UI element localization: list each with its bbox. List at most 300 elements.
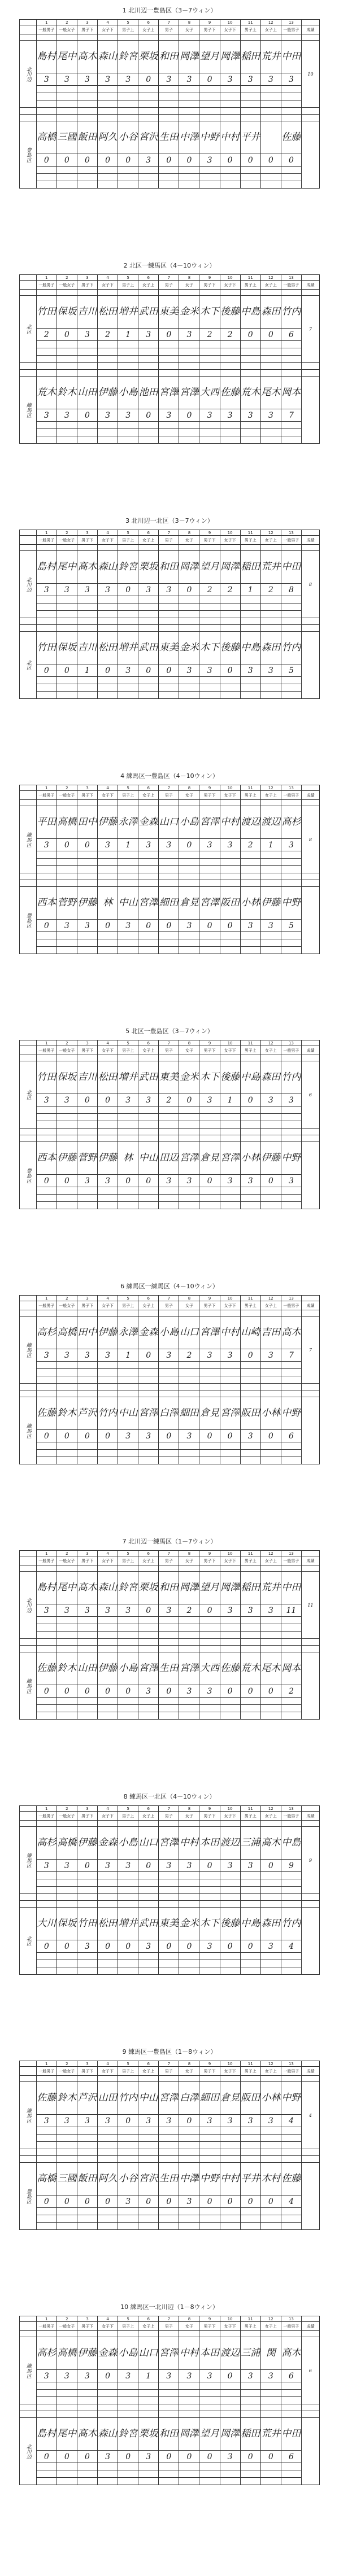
player-name: 山口 — [159, 806, 179, 839]
spacer-row — [20, 115, 320, 121]
game-score-cell — [138, 596, 159, 603]
match-result: 3 — [118, 920, 138, 932]
player-name-row — [20, 2082, 320, 2115]
game-score-cell — [138, 174, 159, 181]
game-score-row — [20, 947, 320, 954]
game-score-cell — [159, 100, 179, 108]
match-result: 0 — [179, 839, 199, 851]
score-grid — [19, 1550, 320, 1720]
blank-cell — [159, 2404, 179, 2411]
game-score-cell — [138, 603, 159, 611]
game-score-cell — [118, 1450, 138, 1457]
game-score-row — [20, 174, 320, 181]
grade-cell: 7 — [301, 296, 319, 363]
event-category: 一般女子 — [56, 1812, 77, 1821]
game-score-cell — [98, 348, 118, 356]
grade-header-spacer — [301, 530, 319, 536]
game-score-cell — [36, 1712, 56, 1720]
player-name: 木下 — [199, 632, 220, 664]
game-score-cell — [281, 1362, 301, 1369]
game-score-cell — [77, 611, 97, 618]
blank-cell — [199, 1646, 220, 1652]
match-title: 1 北川辺一豊島区（3－7ウィン） — [122, 7, 217, 14]
game-score-cell — [138, 2208, 159, 2215]
blank-cell — [98, 1646, 118, 1652]
game-score-cell — [56, 2135, 77, 2142]
blank-cell — [220, 1135, 240, 1142]
game-score-cell — [77, 1887, 97, 1894]
blank-cell — [199, 2411, 220, 2418]
match-result: 0 — [159, 2451, 179, 2463]
game-score-row — [20, 2127, 320, 2135]
game-score-cell — [199, 1960, 220, 1967]
game-score-cell — [281, 1457, 301, 1464]
event-category: 男子上 — [118, 791, 138, 800]
game-score-cell — [98, 181, 118, 189]
condition-cell — [179, 34, 199, 41]
match-result: 0 — [199, 1860, 220, 1872]
header-number-row — [20, 275, 320, 281]
game-score-cell — [56, 2397, 77, 2404]
event-number: 9 — [199, 275, 220, 281]
game-score-cell — [159, 429, 179, 436]
player-name: 中島 — [240, 1908, 260, 1940]
event-number: 3 — [77, 2061, 97, 2067]
game-score-cell — [159, 1457, 179, 1464]
event-number: 11 — [240, 785, 260, 791]
game-score-row — [20, 1362, 320, 1369]
game-score-cell — [159, 2208, 179, 2215]
player-name: 増井 — [118, 632, 138, 664]
event-category: 女子下 — [220, 1812, 240, 1821]
game-score-cell — [159, 2135, 179, 2142]
blank-cell — [240, 1384, 260, 1390]
event-number: 2 — [56, 785, 77, 791]
event-number: 13 — [281, 1040, 301, 1046]
game-score-cell — [179, 2390, 199, 2397]
game-score-cell — [36, 2142, 56, 2149]
game-score-cell — [281, 93, 301, 100]
game-score-cell — [281, 1195, 301, 1202]
player-name: 望月 — [199, 41, 220, 73]
game-score-cell — [281, 2397, 301, 2404]
match-result: 2 — [220, 329, 240, 341]
match-result: 3 — [36, 2370, 56, 2382]
game-score-cell — [260, 932, 281, 939]
spacer-row — [20, 1646, 320, 1652]
team-label: 豊島区 — [20, 1142, 37, 1209]
event-category: 男子上 — [118, 1046, 138, 1055]
blank-cell — [240, 1135, 260, 1142]
game-score-cell — [98, 1187, 118, 1195]
game-score-cell — [220, 2470, 240, 2478]
event-category: 男子下 — [77, 1556, 97, 1565]
game-score-cell — [281, 939, 301, 947]
match-result: 3 — [220, 1860, 240, 1872]
game-score-cell — [220, 1879, 240, 1887]
game-score-cell — [260, 181, 281, 189]
game-score-cell — [77, 2382, 97, 2390]
condition-cell — [199, 1055, 220, 1061]
event-number: 13 — [281, 1806, 301, 1812]
match-result: 0 — [138, 1604, 159, 1617]
game-score-cell — [118, 1369, 138, 1376]
game-score-cell — [240, 2470, 260, 2478]
player-name-row — [20, 121, 320, 154]
game-score-cell — [240, 100, 260, 108]
event-category: 男子 — [159, 536, 179, 545]
game-score-cell — [77, 1879, 97, 1887]
corner-cell — [20, 2331, 37, 2337]
event-category: 女子下 — [220, 25, 240, 34]
grade-header-spacer — [301, 20, 319, 25]
match-result: 3 — [138, 154, 159, 167]
blank-cell — [138, 1390, 159, 1397]
blank-cell — [98, 1894, 118, 1901]
condition-cell — [179, 2331, 199, 2337]
event-number: 2 — [56, 1296, 77, 1301]
player-name: 伊藤 — [98, 377, 118, 409]
player-name: 高橋 — [36, 121, 56, 154]
game-score-cell — [199, 2142, 220, 2149]
game-score-cell — [118, 2208, 138, 2215]
match-result: 3 — [77, 1175, 97, 1187]
game-score-cell — [118, 348, 138, 356]
game-score-cell — [260, 2397, 281, 2404]
condition-cell — [199, 1821, 220, 1827]
game-score-cell — [36, 1369, 56, 1376]
grade-header-spacer — [301, 2061, 319, 2067]
match-result: 0 — [179, 2115, 199, 2127]
blank-cell — [179, 880, 199, 887]
game-score-cell — [77, 866, 97, 873]
blank-cell — [159, 1135, 179, 1142]
grade-cell — [301, 2418, 319, 2485]
game-score-cell — [118, 1202, 138, 1209]
player-name: 宮澤 — [159, 1827, 179, 1860]
player-name: 伊藤 — [56, 1142, 77, 1175]
game-score-cell — [281, 932, 301, 939]
game-score-cell — [56, 1114, 77, 1121]
game-score-cell — [56, 341, 77, 348]
game-score-row — [20, 1187, 320, 1195]
game-score-cell — [240, 2397, 260, 2404]
blank-cell — [98, 2149, 118, 2156]
player-name: 後藤 — [220, 1908, 240, 1940]
match-result: 3 — [77, 329, 97, 341]
game-score-cell — [98, 356, 118, 363]
match-result: 3 — [77, 1604, 97, 1617]
player-name: 三浦 — [240, 1827, 260, 1860]
game-score-cell — [98, 692, 118, 699]
blank-cell — [77, 1646, 97, 1652]
game-score-cell — [220, 1960, 240, 1967]
game-score-cell — [98, 684, 118, 692]
game-score-cell — [36, 422, 56, 429]
match-result: 0 — [220, 1430, 240, 1442]
match-result: 4 — [281, 2195, 301, 2208]
game-score-cell — [77, 100, 97, 108]
game-score-cell — [220, 1712, 240, 1720]
header-condition-row — [20, 1310, 320, 1317]
game-score-cell — [159, 2390, 179, 2397]
player-name: 稲田 — [240, 551, 260, 584]
blank-cell — [77, 108, 97, 115]
game-score-cell — [118, 181, 138, 189]
game-score-cell — [260, 851, 281, 859]
game-score-cell — [138, 341, 159, 348]
game-score-cell — [179, 1712, 199, 1720]
blank-cell — [20, 2404, 37, 2411]
game-score-cell — [220, 2142, 240, 2149]
spacer-row — [20, 1639, 320, 1646]
event-number: 3 — [77, 785, 97, 791]
grade-header: 成績 — [301, 791, 319, 800]
match-result: 0 — [159, 1940, 179, 1953]
player-name: 岡澤 — [179, 41, 199, 73]
game-score-row — [20, 1712, 320, 1720]
game-score-cell — [36, 939, 56, 947]
player-name: 金森 — [98, 1827, 118, 1860]
event-number: 7 — [159, 1806, 179, 1812]
match-result: 3 — [98, 1860, 118, 1872]
player-name: 荒井 — [260, 2418, 281, 2451]
player-name: 小島 — [159, 1317, 179, 1349]
game-score-cell — [159, 1879, 179, 1887]
match-result-row — [20, 409, 320, 422]
match-result: 3 — [118, 1430, 138, 1442]
game-score-cell — [118, 947, 138, 954]
game-score-cell — [281, 1121, 301, 1129]
game-score-cell — [98, 2208, 118, 2215]
game-score-cell — [220, 93, 240, 100]
condition-cell — [77, 34, 97, 41]
game-score-cell — [199, 422, 220, 429]
game-score-cell — [77, 174, 97, 181]
game-score-cell — [220, 1362, 240, 1369]
blank-cell — [98, 1390, 118, 1397]
match-result: 0 — [36, 1175, 56, 1187]
match-result: 3 — [36, 1349, 56, 1362]
game-score-cell — [220, 677, 240, 684]
event-number: 10 — [220, 1551, 240, 1556]
game-score-cell — [159, 2478, 179, 2485]
corner-cell — [20, 290, 37, 296]
spacer-row — [20, 1129, 320, 1135]
condition-cell — [220, 290, 240, 296]
blank-cell — [159, 115, 179, 121]
event-category: 女子下 — [220, 1301, 240, 1310]
player-name: 伊藤 — [98, 1142, 118, 1175]
match-result: 0 — [179, 584, 199, 596]
condition-cell — [260, 290, 281, 296]
game-score-cell — [56, 692, 77, 699]
event-number: 9 — [199, 2316, 220, 2322]
event-category: 男子上 — [240, 281, 260, 290]
game-score-cell — [36, 93, 56, 100]
game-score-cell — [138, 2463, 159, 2470]
condition-cell — [301, 34, 319, 41]
corner-cell — [20, 2316, 37, 2322]
match-result: 3 — [220, 1175, 240, 1187]
game-score-cell — [98, 1698, 118, 1705]
event-category: 一般男子 — [36, 536, 56, 545]
game-score-cell — [118, 1114, 138, 1121]
condition-cell — [240, 1310, 260, 1317]
game-score-cell — [36, 677, 56, 684]
event-number: 13 — [281, 275, 301, 281]
grade-cell: 9 — [301, 1827, 319, 1894]
player-name-row — [20, 1652, 320, 1685]
condition-cell — [159, 1565, 179, 1572]
player-name: 和田 — [159, 1572, 179, 1604]
match-result: 3 — [98, 409, 118, 422]
game-score-cell — [98, 1369, 118, 1376]
game-score-cell — [240, 2127, 260, 2135]
game-score-cell — [159, 348, 179, 356]
game-score-cell — [281, 2470, 301, 2478]
player-name-row — [20, 41, 320, 73]
team-label: 北区 — [20, 296, 37, 363]
game-score-row — [20, 1195, 320, 1202]
game-score-cell — [179, 1632, 199, 1639]
condition-cell — [36, 2076, 56, 2082]
blank-cell — [118, 618, 138, 625]
match-result: 0 — [179, 2451, 199, 2463]
event-number: 13 — [281, 2061, 301, 2067]
match-result: 3 — [220, 2451, 240, 2463]
blank-cell — [220, 2404, 240, 2411]
blank-cell — [56, 2156, 77, 2163]
event-number: 6 — [138, 785, 159, 791]
player-name: 竹内 — [281, 1061, 301, 1094]
condition-cell — [159, 2076, 179, 2082]
event-category: 女子下 — [98, 1812, 118, 1821]
player-name: 伊藤 — [98, 1317, 118, 1349]
game-score-cell — [36, 1705, 56, 1712]
game-score-cell — [179, 1624, 199, 1632]
event-number: 9 — [199, 2061, 220, 2067]
event-category: 女子上 — [138, 536, 159, 545]
blank-cell — [98, 1901, 118, 1908]
match-result: 3 — [56, 1094, 77, 1107]
game-score-cell — [199, 436, 220, 444]
match-result-row — [20, 1860, 320, 1872]
game-score-row — [20, 677, 320, 684]
blank-cell — [20, 363, 37, 370]
game-score-cell — [159, 1202, 179, 1209]
blank-cell — [138, 108, 159, 115]
game-score-cell — [240, 1967, 260, 1975]
game-score-cell — [98, 932, 118, 939]
game-score-cell — [56, 174, 77, 181]
blank-cell — [77, 115, 97, 121]
condition-cell — [260, 1310, 281, 1317]
blank-cell — [240, 1901, 260, 1908]
event-number: 11 — [240, 20, 260, 25]
game-score-cell — [118, 2223, 138, 2230]
match-result: 0 — [220, 154, 240, 167]
event-category: 男子下 — [77, 1301, 97, 1310]
player-name: 鈴宮 — [118, 1572, 138, 1604]
player-name: 大川 — [36, 1908, 56, 1940]
team-label: 北川辺 — [20, 2418, 37, 2485]
event-category: 男子 — [159, 791, 179, 800]
condition-cell — [36, 1310, 56, 1317]
spacer-row — [20, 880, 320, 887]
blank-cell — [118, 625, 138, 632]
blank-cell — [179, 108, 199, 115]
game-score-cell — [56, 1953, 77, 1960]
player-name-row — [20, 296, 320, 329]
blank-cell — [281, 618, 301, 625]
game-score-cell — [220, 932, 240, 939]
game-score-cell — [159, 611, 179, 618]
match-result: 3 — [260, 1349, 281, 1362]
game-score-cell — [36, 356, 56, 363]
match-result: 0 — [98, 1430, 118, 1442]
game-score-cell — [36, 2390, 56, 2397]
blank-cell — [36, 1901, 56, 1908]
player-name: 稲田 — [240, 1572, 260, 1604]
game-score-cell — [260, 429, 281, 436]
game-score-cell — [199, 1872, 220, 1879]
game-score-cell — [240, 1195, 260, 1202]
blank-cell — [159, 2411, 179, 2418]
blank-cell — [301, 2411, 319, 2418]
condition-cell — [36, 2331, 56, 2337]
condition-cell — [138, 290, 159, 296]
player-name — [260, 121, 281, 154]
game-score-cell — [56, 851, 77, 859]
score-grid — [19, 274, 320, 444]
match-result: 3 — [260, 1604, 281, 1617]
blank-cell — [179, 1646, 199, 1652]
game-score-cell — [220, 947, 240, 954]
condition-cell — [77, 800, 97, 806]
game-score-cell — [179, 100, 199, 108]
match-result: 11 — [281, 1604, 301, 1617]
blank-cell — [118, 2149, 138, 2156]
spacer-row — [20, 363, 320, 370]
game-score-cell — [220, 100, 240, 108]
grade-header-spacer — [301, 785, 319, 791]
blank-cell — [98, 108, 118, 115]
match-result: 3 — [98, 73, 118, 86]
game-score-cell — [179, 677, 199, 684]
player-name: 高木 — [77, 41, 97, 73]
game-score-cell — [281, 1107, 301, 1114]
condition-cell — [56, 1310, 77, 1317]
game-score-cell — [199, 1114, 220, 1121]
event-number: 7 — [159, 785, 179, 791]
condition-cell — [118, 545, 138, 551]
game-score-cell — [118, 1698, 138, 1705]
game-score-cell — [281, 167, 301, 174]
blank-cell — [20, 1135, 37, 1142]
game-score-cell — [118, 2397, 138, 2404]
event-category: 一般男子 — [36, 25, 56, 34]
game-score-cell — [281, 100, 301, 108]
condition-cell — [220, 2331, 240, 2337]
event-number: 5 — [118, 1296, 138, 1301]
blank-cell — [301, 1129, 319, 1135]
event-number: 10 — [220, 1040, 240, 1046]
event-number: 12 — [260, 2316, 281, 2322]
grade-cell: 8 — [301, 551, 319, 618]
match-result: 3 — [199, 409, 220, 422]
condition-cell — [179, 800, 199, 806]
